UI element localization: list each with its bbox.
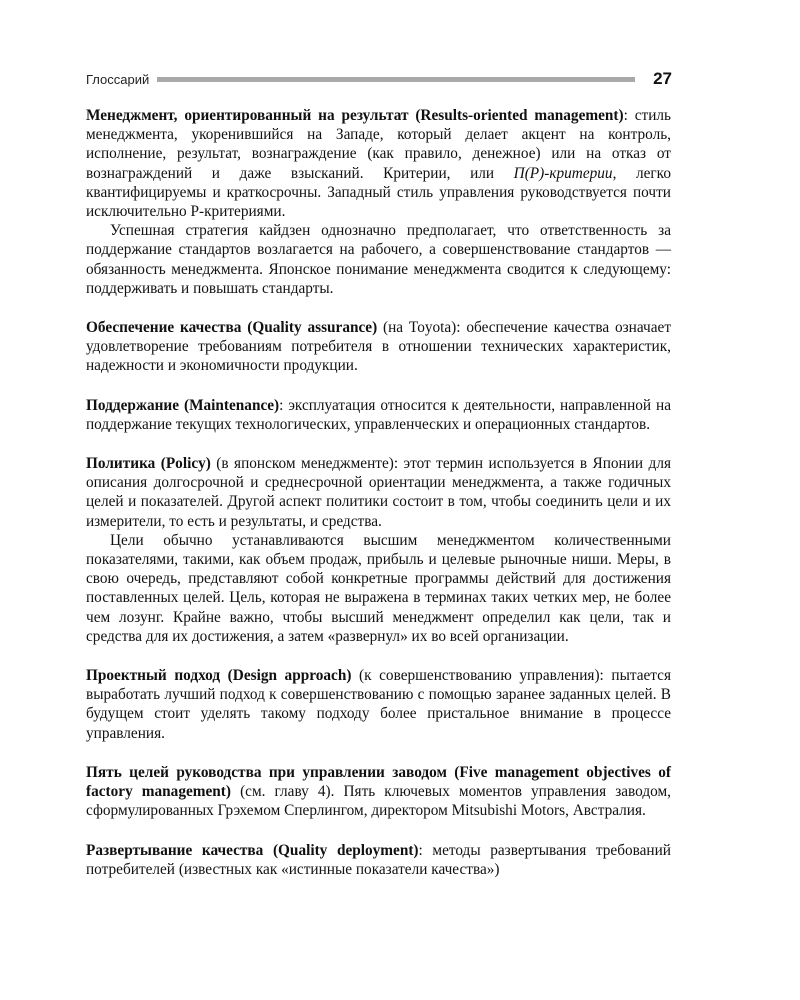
entry-term: Менеджмент, ориентированный на результат (Results-oriented management) [86,107,624,124]
glossary-entry-design-approach [86,666,671,743]
entry-paragraph [86,763,671,821]
entry-paragraph [86,396,671,434]
entry-definition: (на Toyota): обеспечение качества означает удовлетворение требованиям потребителя в отношении технических характеристик, надежности и экономичности продукции. [86,319,671,375]
section-title: Глоссарий [86,71,150,87]
page-number: 27 [653,69,672,88]
glossary-entry-five-objectives [86,763,671,821]
entry-paragraph [86,666,671,743]
entry-definition: (в японском менеджменте): этот термин используется в Японии для описания долгосрочной и среднесрочной ориентации менеджмента, а также годичных целей и показателей. Другой аспект политики состоит в том, чтобы соединить цели и их измерители, то есть и результаты, и средства. [86,455,671,530]
glossary-entry-quality-deployment [86,841,671,879]
entry-paragraph [86,454,671,531]
entry-term: Проектный подход (Design approach) [86,667,352,685]
entry-paragraph-2: Успешная стратегия кайдзен однозначно предполагает, что ответственность за поддержание стандартов возлагается на рабочего, а совершенствование стандартов — обязанность менеджмента. Японское понимание менеджмента сводится к следующему: поддерживать и повышать стандарты. [86,222,671,297]
glossary-entry-maintenance [86,396,671,434]
glossary-body [86,106,671,899]
entry-definition: : эксплуатация относится к деятельности, направленной на поддержание текущих технологических, управленческих и операционных стандартов. [86,396,671,433]
entry-definition: : стиль менеджмента, укоренившийся на Западе, который делает акцент на контроль, исполнение, результат, вознаграждение (как правило, денежное) или на отказ от вознаграждений и даже взысканий. Критерии, или [86,107,671,182]
running-header [86,68,672,90]
entry-paragraph [86,841,671,879]
entry-definition-cont: , легко квантифицируемы и краткосрочны. Западный стиль управления руководствуется почти исключительно Р-критериями. [86,164,671,221]
glossary-entry-results-oriented [86,106,671,298]
entry-paragraph [86,318,671,376]
entry-paragraph-2: Цели обычно устанавливаются высшим менеджментом количественными показателями, такими, как объем продаж, прибыль и целевые рыночные ниши. Меры, в свою очередь, представляют собой конкретные программы действий для достижения поставленных целей. Цель, которая не выражена в терминах таких четких мер, не более чем лозунг. Крайне важно, чтобы высший менеджмент определил как цели, так и средства для их достижения, а затем «развернул» их во всей организации. [86,531,671,645]
entry-term: Обеспечение качества (Quality assurance) [86,319,378,337]
entry-definition: : методы развертывания требований потребителей (известных как «истинные показатели качества») [86,841,671,878]
entry-term: Развертывание качества (Quality deployment) [86,841,419,859]
glossary-entry-quality-assurance [86,318,671,376]
entry-term: Пять целей руководства при управлении заводом (Five management objectives of factory management) [86,763,671,801]
entry-definition: (к совершенствованию управления): пытается выработать лучший подход к совершенствованию с помощью заранее заданных целей. В будущем стоит уделять такому подходу более пристальное внимание в процессе управления. [86,667,672,742]
entry-italic-term: П(Р)-критерии [513,164,613,182]
entry-definition: (см. главу 4). Пять ключевых моментов управления заводом, сформулированных Грэхемом Сперлингом, директором Mitsubishi Motors, Австралия. [86,783,672,820]
entry-term: Поддержание (Maintenance) [86,396,280,414]
entry-term: Политика (Policy) [86,455,211,473]
header-rule [157,77,635,82]
entry-paragraph [86,106,671,221]
glossary-entry-policy [86,454,671,646]
